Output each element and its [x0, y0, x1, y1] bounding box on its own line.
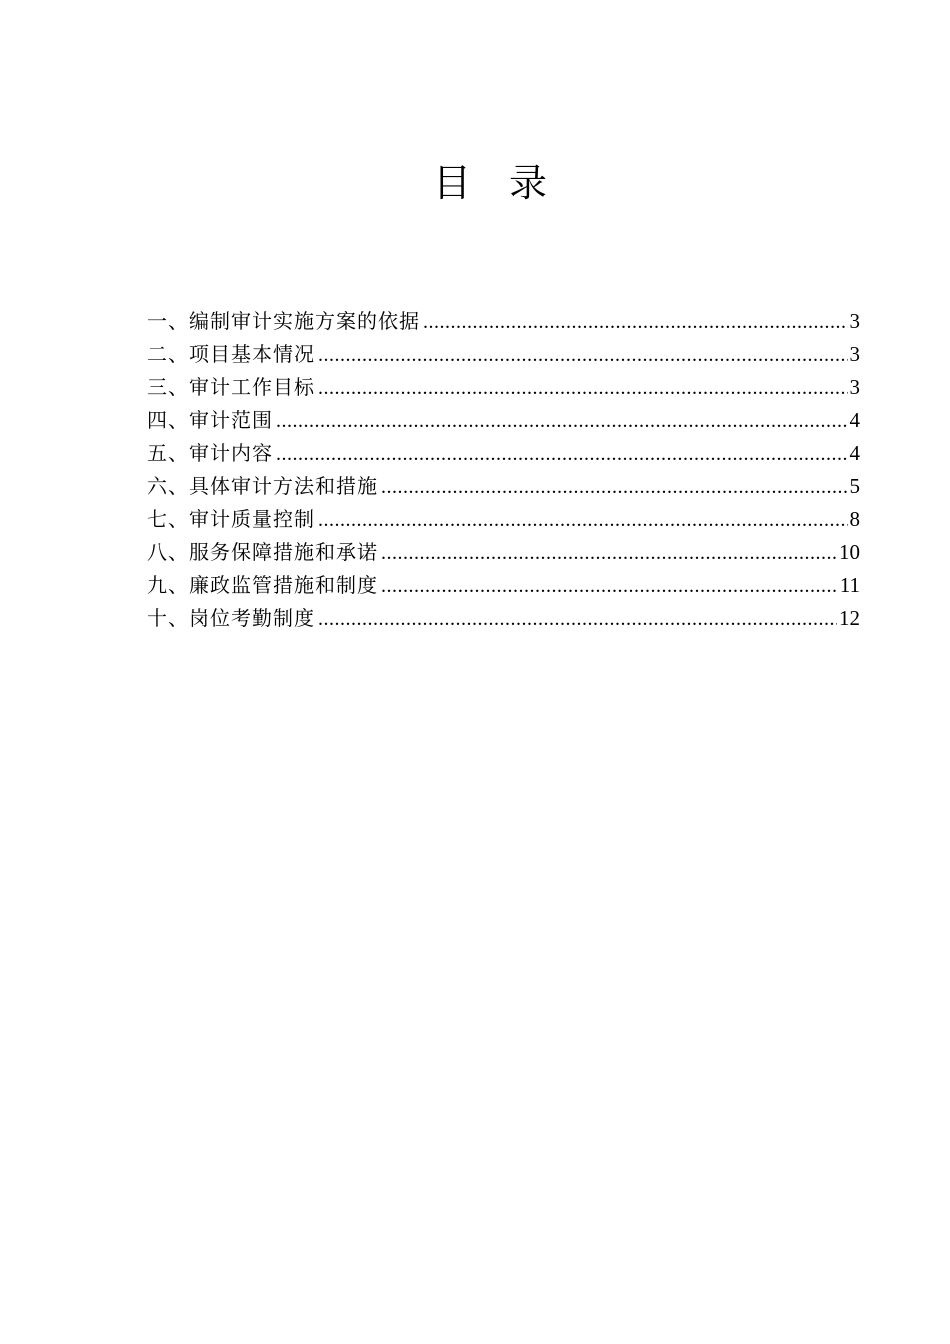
dot-leader	[318, 372, 848, 405]
toc-entry-label: 一、编制审计实施方案的依据	[147, 309, 420, 333]
toc-entry-label: 三、审计工作目标	[147, 375, 315, 399]
toc-entry-label: 七、审计质量控制	[147, 507, 315, 531]
dot-leader	[381, 471, 848, 504]
toc-entry-label: 二、项目基本情况	[147, 342, 315, 366]
toc-entry-page-number: 11	[839, 573, 860, 597]
toc-entry-page-number: 4	[849, 441, 860, 465]
toc-entry-page-number: 3	[849, 309, 860, 333]
dot-leader	[318, 339, 848, 372]
dot-leader	[381, 537, 837, 570]
toc-entry-8[interactable]	[147, 536, 860, 569]
toc-title-char-2: 录	[509, 161, 548, 205]
toc-entry-label: 六、具体审计方法和措施	[147, 474, 378, 498]
dot-leader	[276, 438, 848, 471]
toc-title-char-1: 目	[432, 161, 471, 205]
toc-entry-page-number: 10	[839, 540, 860, 564]
toc-entry-label: 五、审计内容	[147, 441, 273, 465]
toc-entry-page-number: 4	[849, 408, 860, 432]
toc-entry-page-number: 8	[849, 507, 860, 531]
toc-entry-6[interactable]	[147, 470, 860, 503]
toc-entry-label: 四、审计范围	[147, 408, 273, 432]
dot-leader	[318, 504, 848, 537]
toc-entry-page-number: 12	[839, 606, 860, 630]
dot-leader	[423, 306, 848, 339]
toc-entry-3[interactable]	[147, 371, 860, 404]
toc-entry-label: 九、廉政监管措施和制度	[147, 573, 378, 597]
table-of-contents	[147, 305, 860, 635]
dot-leader	[318, 603, 837, 636]
toc-title	[0, 155, 950, 211]
toc-entry-page-number: 5	[849, 474, 860, 498]
toc-entry-10[interactable]	[147, 602, 860, 635]
dot-leader	[381, 570, 838, 603]
toc-entry-9[interactable]	[147, 569, 860, 602]
toc-entry-page-number: 3	[849, 375, 860, 399]
toc-entry-4[interactable]	[147, 404, 860, 437]
dot-leader	[276, 405, 848, 438]
toc-entry-2[interactable]	[147, 338, 860, 371]
toc-entry-1[interactable]	[147, 305, 860, 338]
toc-entry-page-number: 3	[849, 342, 860, 366]
toc-entry-5[interactable]	[147, 437, 860, 470]
toc-entry-7[interactable]	[147, 503, 860, 536]
toc-entry-label: 十、岗位考勤制度	[147, 606, 315, 630]
toc-entry-label: 八、服务保障措施和承诺	[147, 540, 378, 564]
